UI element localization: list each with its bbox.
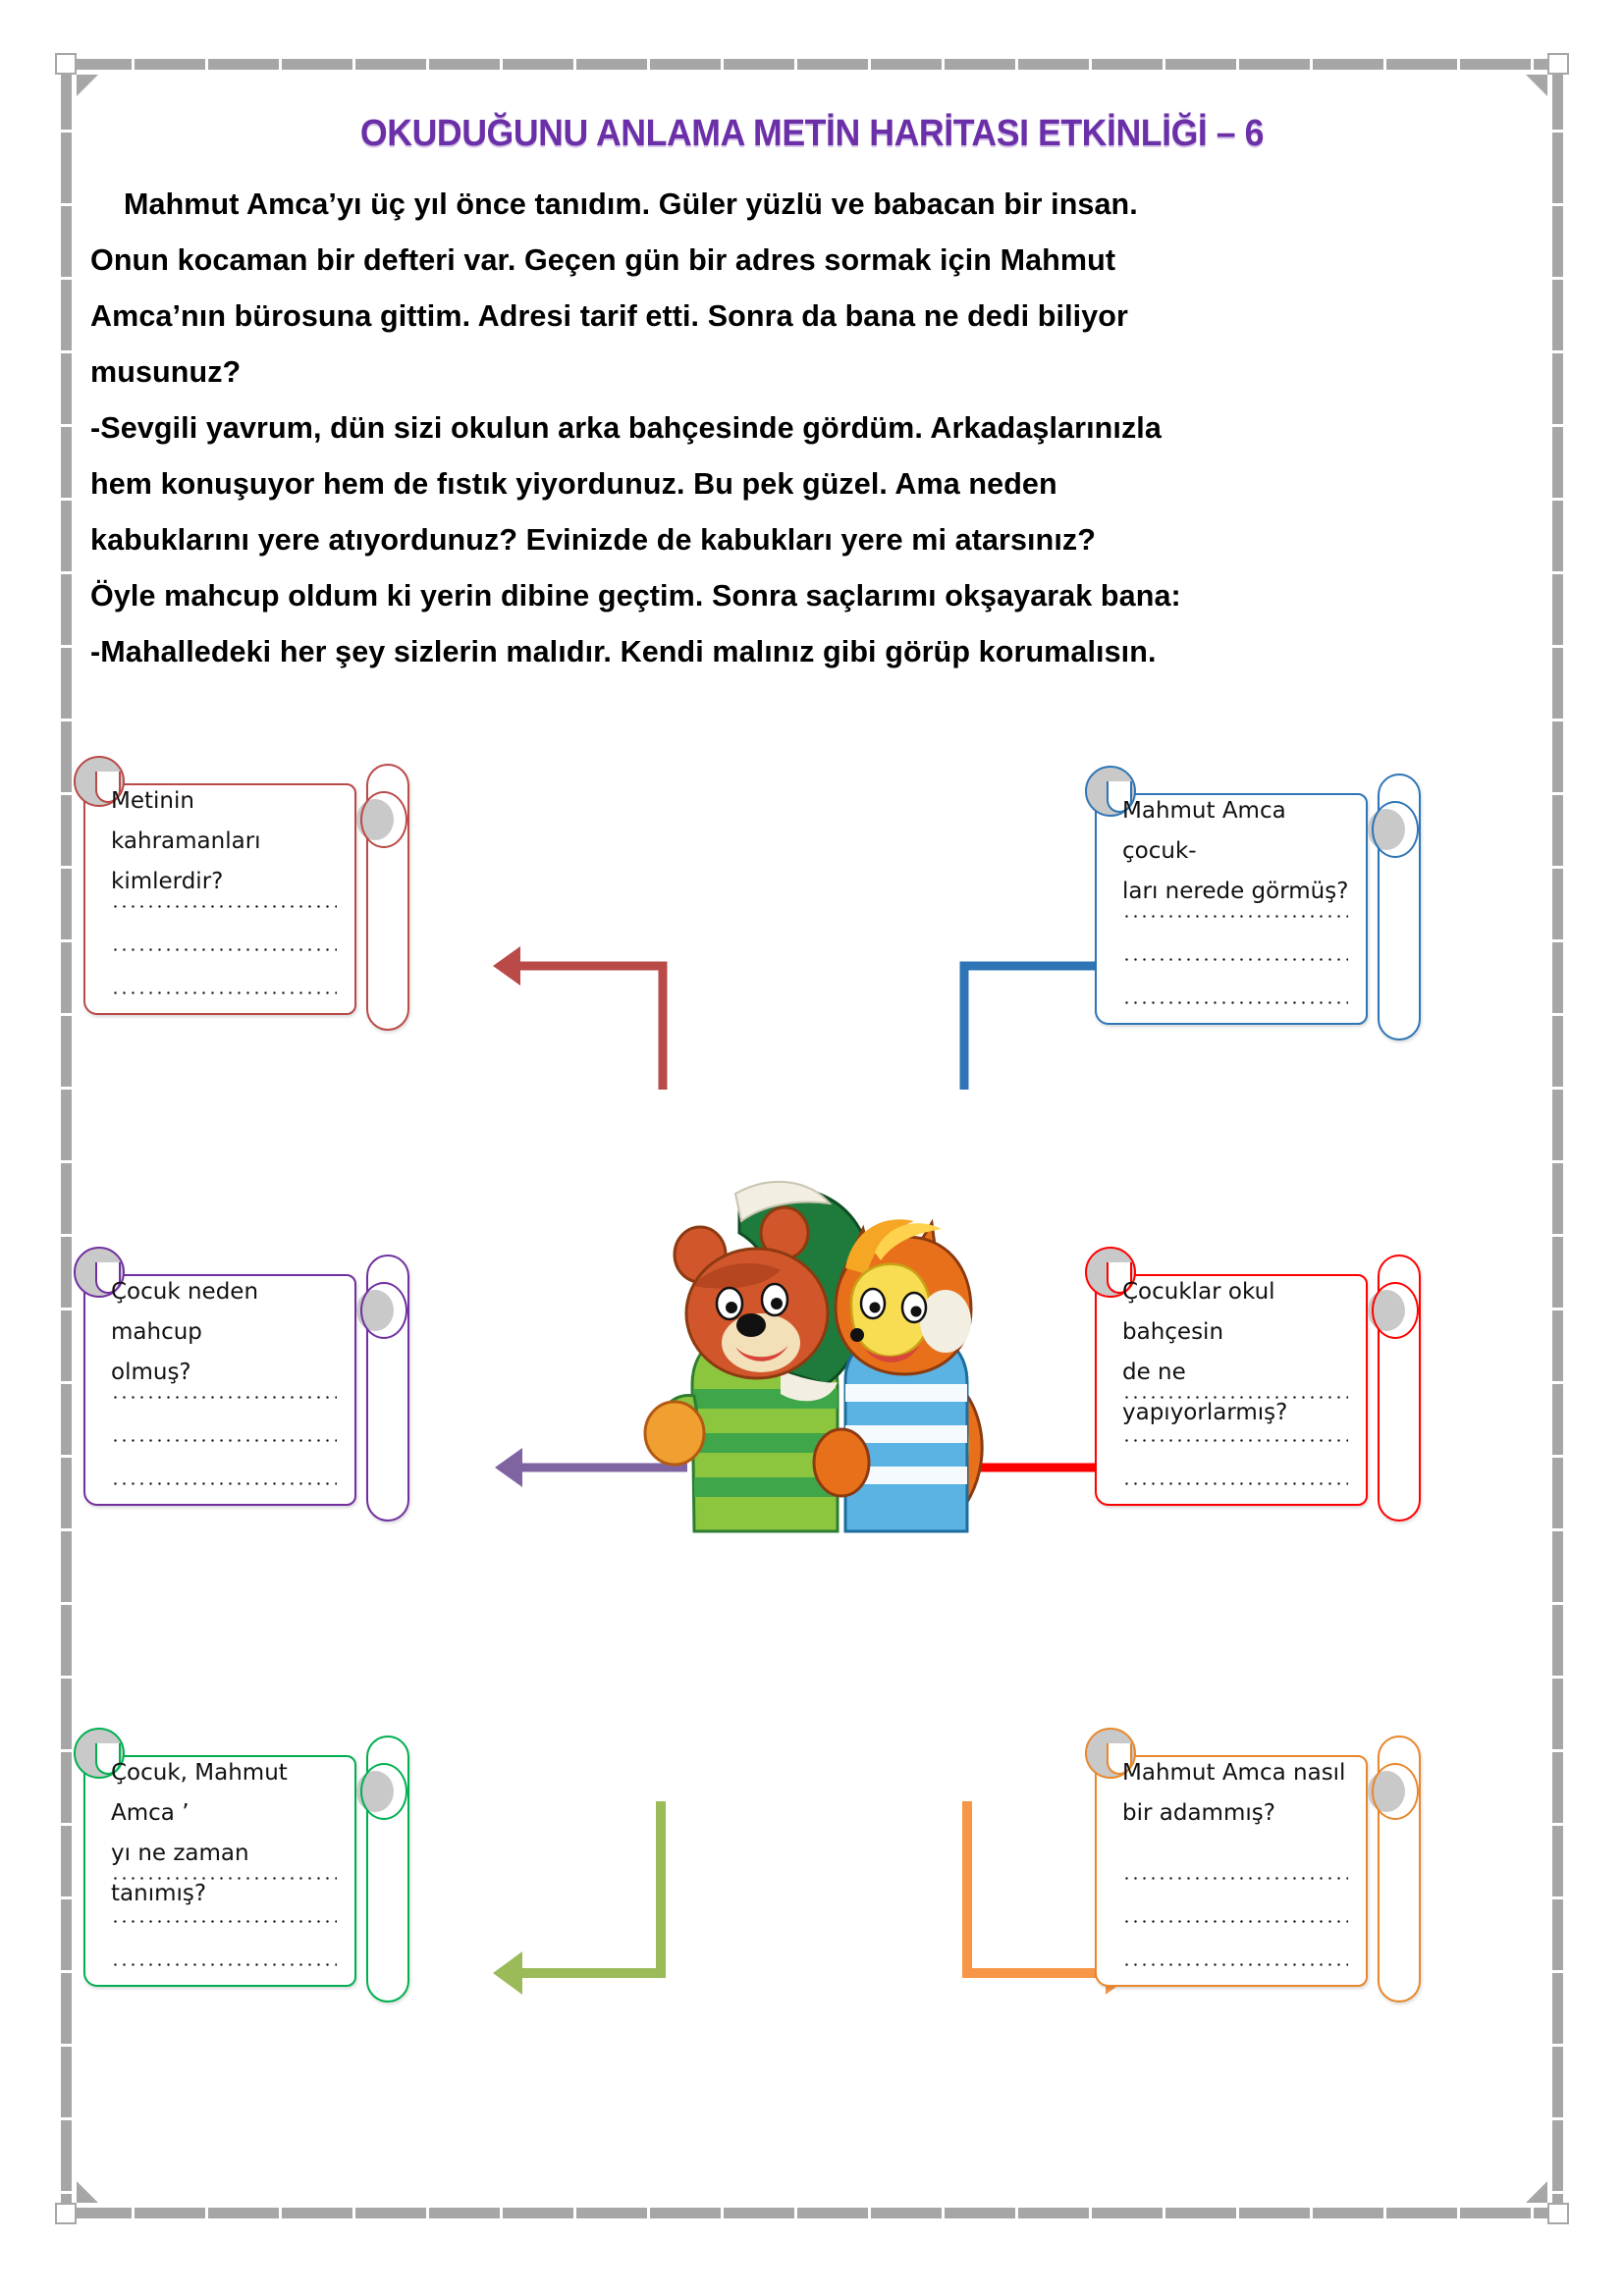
frame-edge-right [1552, 59, 1563, 2218]
passage-line: -Mahalledeki her şey sizlerin malıdır. Kendi malınız gibi görüp korumalısın. [90, 635, 1157, 668]
frame-edge-left [61, 59, 72, 2218]
question-text [1122, 791, 1350, 912]
answer-line[interactable] [1122, 958, 1348, 961]
passage-line: -Sevgili yavrum, dün sizi okulun arka bahçesinde gördüm. Arkadaşlarınızla [90, 411, 1162, 445]
answer-line[interactable] [111, 1439, 337, 1442]
passage-line: Mahmut Amca’yı üç yıl önce tanıdım. Güler yüzlü ve babacan bir insan. [124, 187, 1138, 221]
question-card-3[interactable] [74, 1247, 407, 1541]
question-text [111, 1753, 339, 1914]
answer-line[interactable] [1122, 1963, 1348, 1966]
question-text [111, 781, 339, 902]
scroll-right-curl-arc-icon [360, 1282, 407, 1339]
scroll-right-curl-arc-icon [360, 1763, 407, 1820]
question-line-2: kimlerdir? [111, 869, 224, 894]
passage-line: Onun kocaman bir defteri var. Geçen gün bir adres sormak için Mahmut [90, 243, 1116, 277]
answer-line[interactable] [111, 1396, 337, 1399]
question-line-1: Mahmut Amca nasıl [1122, 1760, 1346, 1786]
question-card-2[interactable] [1085, 766, 1419, 1060]
frame-corner-bottom-left [55, 2203, 77, 2224]
answer-line[interactable] [111, 1963, 337, 1966]
question-line-1: Çocuk, Mahmut Amca ’ [111, 1760, 288, 1826]
answer-line[interactable] [111, 1920, 337, 1923]
frame-triangle-top-right [1526, 75, 1547, 96]
passage-line: musunuz? [90, 355, 242, 389]
frame-corner-bottom-right [1547, 2203, 1569, 2224]
answer-line[interactable] [1122, 915, 1348, 918]
question-line-2: yı ne zaman tanımış? [111, 1841, 249, 1906]
question-text [1122, 1753, 1350, 1834]
answer-line[interactable] [1122, 1396, 1348, 1399]
frame-edge-bottom [61, 2208, 1563, 2218]
frame-corner-top-left [55, 53, 77, 75]
frame-corner-top-right [1547, 53, 1569, 75]
bear-and-fox-illustration [633, 1139, 1026, 1551]
question-text [1122, 1272, 1350, 1433]
arrow-to-q5 [491, 1796, 697, 2002]
answer-line[interactable] [111, 1877, 337, 1880]
answer-line[interactable] [1122, 1877, 1348, 1880]
answer-line[interactable] [111, 1482, 337, 1485]
question-text [111, 1272, 339, 1393]
question-line-2: ları nerede görmüş? [1122, 879, 1349, 904]
question-card-1[interactable] [74, 756, 407, 1050]
scroll-right-curl-arc-icon [360, 791, 407, 848]
reading-passage [90, 177, 1524, 680]
frame-triangle-top-left [77, 75, 98, 96]
answer-line[interactable] [1122, 1439, 1348, 1442]
answer-line[interactable] [111, 991, 337, 994]
passage-line: hem konuşuyor hem de fıstık yiyordunuz. Bu pek güzel. Ama neden [90, 467, 1057, 501]
frame-triangle-bottom-left [77, 2181, 98, 2203]
passage-line: kabuklarını yere atıyordunuz? Evinizde de kabukları yere mi atarsınız? [90, 523, 1097, 557]
passage-line: Amca’nın bürosuna gittim. Adresi tarif etti. Sonra da bana ne dedi biliyor [90, 299, 1128, 333]
answer-line[interactable] [111, 948, 337, 951]
answer-line[interactable] [1122, 1482, 1348, 1485]
question-line-1: Çocuk neden mahcup [111, 1279, 259, 1345]
arrow-to-q1 [491, 942, 697, 1090]
question-line-2: olmuş? [111, 1360, 191, 1385]
answer-line[interactable] [1122, 1001, 1348, 1004]
answer-line[interactable] [111, 905, 337, 908]
question-line-1: Metinin kahramanları [111, 788, 261, 854]
scroll-right-curl-arc-icon [1372, 801, 1419, 858]
question-line-1: Çocuklar okul bahçesin [1122, 1279, 1275, 1345]
question-line-1: Mahmut Amca çocuk- [1122, 798, 1286, 864]
page-title: OKUDUĞUNU ANLAMA METİN HARİTASI ETKİNLİĞİ – 6 [359, 113, 1265, 154]
answer-line[interactable] [1122, 1920, 1348, 1923]
scroll-right-curl-arc-icon [1372, 1763, 1419, 1820]
passage-line: Öyle mahcup oldum ki yerin dibine geçtim. Sonra saçlarımı okşayarak bana: [90, 579, 1181, 613]
question-card-4[interactable] [1085, 1247, 1419, 1541]
frame-triangle-bottom-right [1526, 2181, 1547, 2203]
question-card-6[interactable] [1085, 1728, 1419, 2022]
frame-edge-top [61, 59, 1563, 70]
question-line-2: de ne yapıyorlarmış? [1122, 1360, 1288, 1425]
question-line-2: bir adammış? [1122, 1800, 1275, 1826]
question-card-5[interactable] [74, 1728, 407, 2022]
scroll-right-curl-arc-icon [1372, 1282, 1419, 1339]
